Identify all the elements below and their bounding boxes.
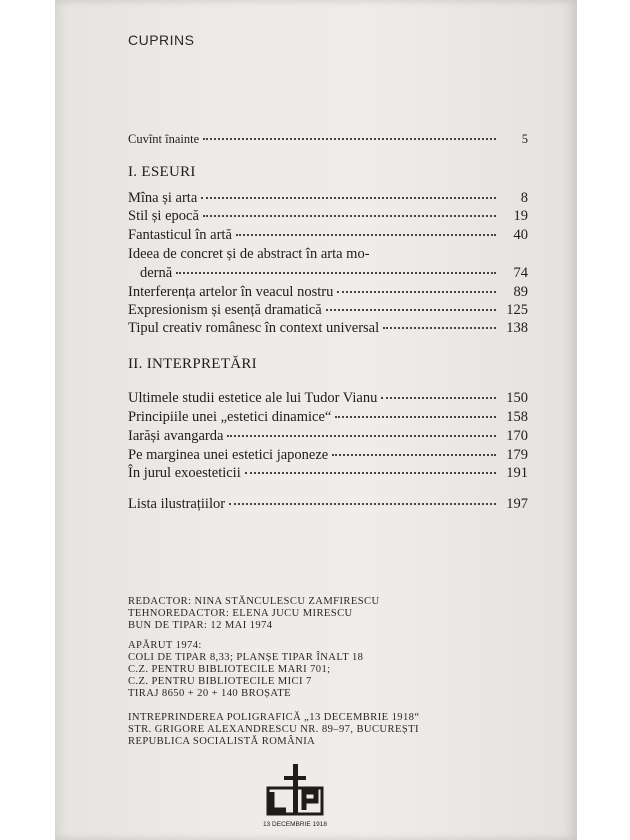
section-title-eseuri: I. ESEURI	[128, 164, 196, 180]
toc-entry	[128, 428, 528, 445]
toc-entry-title: Expresionism și esență dramatică	[128, 302, 322, 318]
toc-entry-page: 89	[513, 284, 528, 300]
toc-entry-page: 158	[506, 409, 528, 425]
colophon-printer-line: REPUBLICA SOCIALISTĂ ROMÂNIA	[128, 736, 316, 747]
colophon-print-line: TIRAJ 8650 + 20 + 140 BROȘATE	[128, 688, 292, 699]
toc-entry	[128, 302, 528, 319]
dot-leader	[326, 309, 496, 311]
toc-entry-title: Principiile unei „estetici dinamice“	[128, 409, 332, 425]
dot-leader	[245, 472, 496, 474]
dot-leader	[381, 397, 496, 399]
dot-leader	[176, 272, 496, 274]
toc-entry	[128, 208, 528, 225]
toc-entry	[128, 409, 528, 426]
toc-entry-title-line1: Ideea de concret și de abstract în arta mo-	[128, 246, 370, 262]
toc-entry-title: dernă	[140, 265, 173, 281]
dot-leader	[229, 503, 496, 505]
toc-entry-page: 40	[513, 227, 528, 243]
dot-leader	[201, 197, 496, 199]
dot-leader	[203, 138, 496, 140]
colophon-printer-line: INTREPRINDEREA POLIGRAFICĂ „13 DECEMBRIE 1918“	[128, 712, 420, 723]
toc-entry-title: Iarăși avangarda	[128, 428, 224, 444]
toc-entry-page: 170	[506, 428, 528, 444]
dot-leader	[383, 327, 496, 329]
toc-entry	[128, 390, 528, 407]
toc-entry-title: Pe marginea unei estetici japoneze	[128, 447, 329, 463]
dot-leader	[337, 291, 496, 293]
dot-leader	[236, 234, 496, 236]
colophon-print-line: C.Z. PENTRU BIBLIOTECILE MARI 701;	[128, 664, 331, 675]
contents-heading: CUPRINS	[128, 32, 195, 48]
toc-entry-illustrations	[128, 496, 528, 513]
toc-entry-page: 74	[513, 265, 528, 281]
toc-entry	[128, 190, 528, 207]
toc-entry-title: Tipul creativ românesc în context universal	[128, 320, 380, 336]
toc-entry-page: 150	[506, 390, 528, 406]
toc-entry-page: 125	[506, 302, 528, 318]
colophon-print-line: C.Z. PENTRU BIBLIOTECILE MICI 7	[128, 676, 312, 687]
toc-entry	[128, 465, 528, 482]
logo-text: 13 DECEMBRIE 1918	[263, 821, 327, 828]
toc-entry	[128, 284, 528, 301]
toc-entry-page: 5	[521, 132, 528, 146]
colophon-staff-line: REDACTOR: NINA STĂNCULESCU ZAMFIRESCU	[128, 596, 380, 607]
dot-leader	[227, 435, 496, 437]
toc-entry-page: 19	[513, 208, 528, 224]
toc-entry-title: Fantasticul în artă	[128, 227, 232, 243]
toc-entry-page: 197	[506, 496, 528, 512]
dot-leader	[335, 416, 496, 418]
printer-logo-icon	[262, 762, 328, 832]
toc-entry-title: Lista ilustrațiilor	[128, 496, 226, 512]
toc-entry	[128, 447, 528, 464]
colophon-staff-line: TEHNOREDACTOR: ELENA JUCU MIRESCU	[128, 608, 353, 619]
dot-leader	[203, 215, 496, 217]
toc-entry-title: Stil și epocă	[128, 208, 199, 224]
toc-entry	[128, 320, 528, 337]
toc-entry-page: 179	[506, 447, 528, 463]
colophon-print-line: APĂRUT 1974:	[128, 640, 202, 651]
toc-entry-page: 191	[506, 465, 528, 481]
toc-entry-page: 138	[506, 320, 528, 336]
toc-entry-title: Interferența artelor în veacul nostru	[128, 284, 334, 300]
colophon-staff-line: BUN DE TIPAR: 12 MAI 1974	[128, 620, 273, 631]
toc-entry	[128, 265, 528, 282]
toc-entry-foreword	[128, 132, 528, 147]
dot-leader	[332, 454, 496, 456]
toc-entry-page: 8	[520, 190, 528, 206]
toc-entry-title: Mîna și arta	[128, 190, 198, 206]
colophon-print-line: COLI DE TIPAR 8,33; PLANȘE TIPAR ÎNALT 18	[128, 652, 364, 663]
toc-entry-title: Cuvînt înainte	[128, 132, 200, 146]
section-title-interpretari: II. INTERPRETĂRI	[128, 356, 257, 372]
toc-entry-title: În jurul exoesteticii	[128, 465, 241, 481]
toc-entry	[128, 227, 528, 244]
colophon-printer-line: STR. GRIGORE ALEXANDRESCU NR. 89–97, BUCUREȘTI	[128, 724, 419, 735]
toc-entry-title: Ultimele studii estetice ale lui Tudor Vianu	[128, 390, 378, 406]
